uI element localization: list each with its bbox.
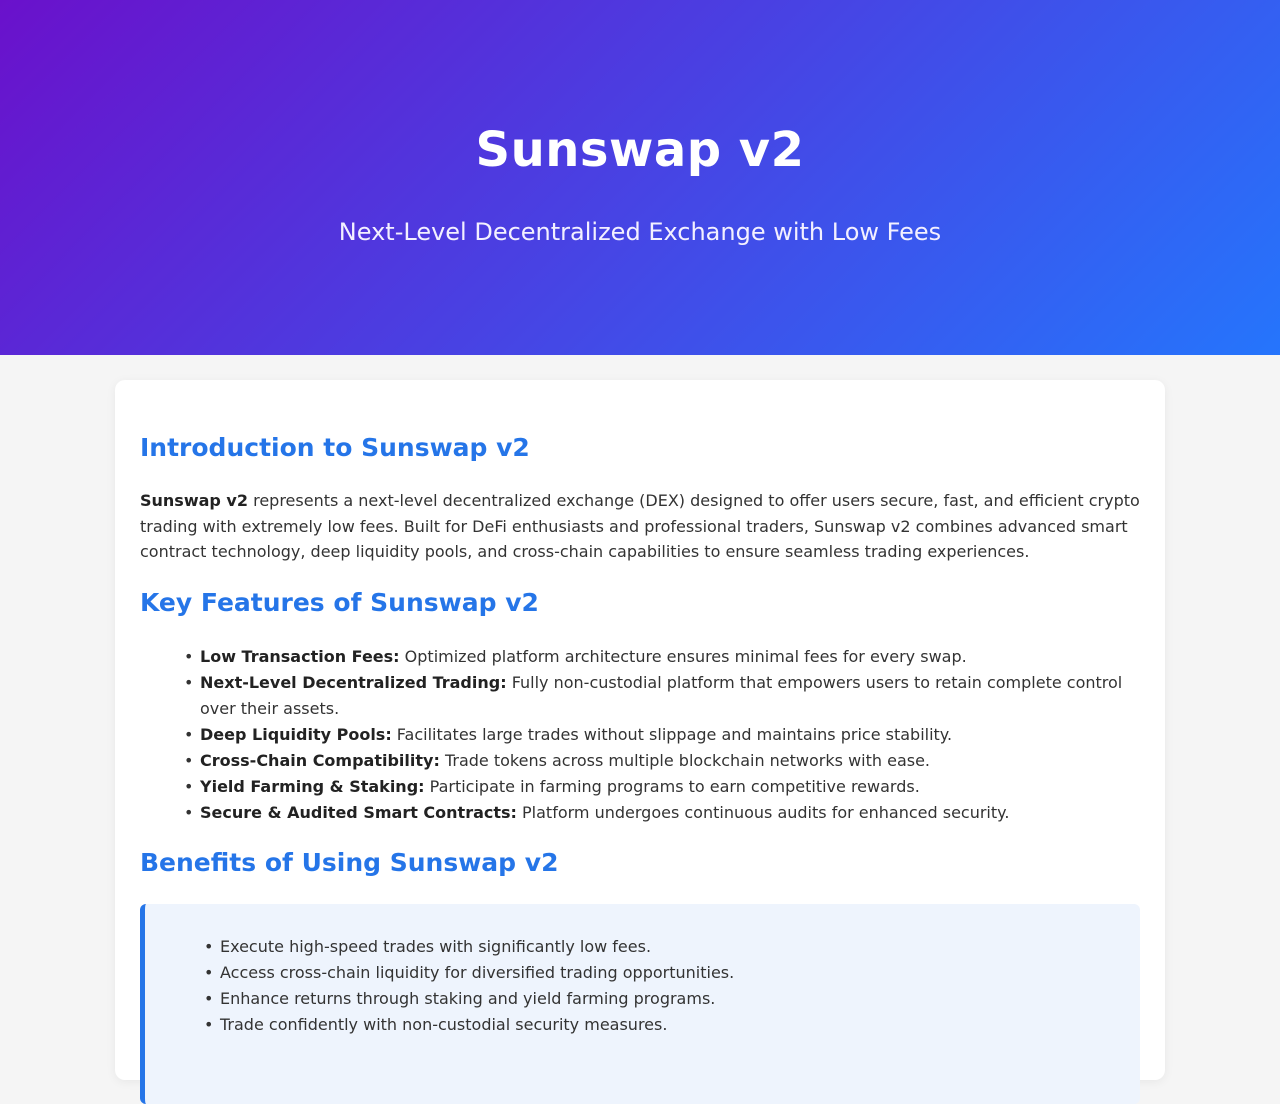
content-card <box>115 380 1165 1080</box>
benefits-list <box>220 934 734 1038</box>
feature-desc: Optimized platform architecture ensures minimal fees for every swap. <box>399 647 967 666</box>
features-heading: Key Features of Sunswap v2 <box>140 588 539 617</box>
intro-paragraph <box>140 488 1140 565</box>
benefit-item: • Access cross-chain liquidity for diversified trading opportunities. <box>220 960 734 986</box>
intro-bold-lead: Sunswap v2 <box>140 491 248 510</box>
feature-item <box>200 722 1140 748</box>
feature-desc: Trade tokens across multiple blockchain networks with ease. <box>439 750 931 770</box>
benefits-heading: Benefits of Using Sunswap v2 <box>140 848 559 877</box>
feature-item <box>200 774 1140 800</box>
feature-name: Next-Level Decentralized Trading: <box>200 673 507 693</box>
feature-desc: Participate in farming programs to earn competitive rewards. <box>424 776 920 796</box>
features-list <box>140 644 1140 826</box>
benefits-callout <box>140 904 1140 1104</box>
feature-item <box>200 670 1140 721</box>
feature-name: Deep Liquidity Pools: <box>200 724 392 744</box>
benefit-item: • Trade confidently with non-custodial security measures. <box>220 1012 734 1038</box>
feature-desc: Facilitates large trades without slippage and maintains price stability. <box>391 724 953 744</box>
benefit-item: • Enhance returns through staking and yield farming programs. <box>220 986 734 1012</box>
feature-name: Yield Farming & Staking: <box>200 776 425 796</box>
page-title: Sunswap v2 <box>475 122 805 178</box>
feature-item <box>200 644 1140 670</box>
page-subtitle: Next-Level Decentralized Exchange with Low Fees <box>338 218 942 246</box>
hero-banner <box>0 0 1280 355</box>
intro-heading: Introduction to Sunswap v2 <box>140 433 530 462</box>
feature-item <box>200 800 1140 826</box>
benefit-item: • Execute high-speed trades with significantly low fees. <box>220 934 734 960</box>
feature-name: Cross-Chain Compatibility: <box>200 750 440 770</box>
feature-item <box>200 748 1140 774</box>
feature-desc: Fully non-custodial platform that empowers users to retain complete control over their assets. <box>200 673 1123 718</box>
feature-name: Low Transaction Fees: <box>200 647 400 666</box>
intro-text: represents a next-level decentralized exchange (DEX) designed to offer users secure, fast, and efficient crypto trading with extremely low fees. Built for DeFi enthusiasts and professional traders, Sunswap v2 combines advanced smart contract technology, deep liquidity pools, and cross-chain capabilities to ensure seamless trading experiences. <box>140 491 1140 562</box>
feature-name: Secure & Audited Smart Contracts: <box>200 803 517 823</box>
feature-desc: Platform undergoes continuous audits for enhanced security. <box>516 803 1010 823</box>
